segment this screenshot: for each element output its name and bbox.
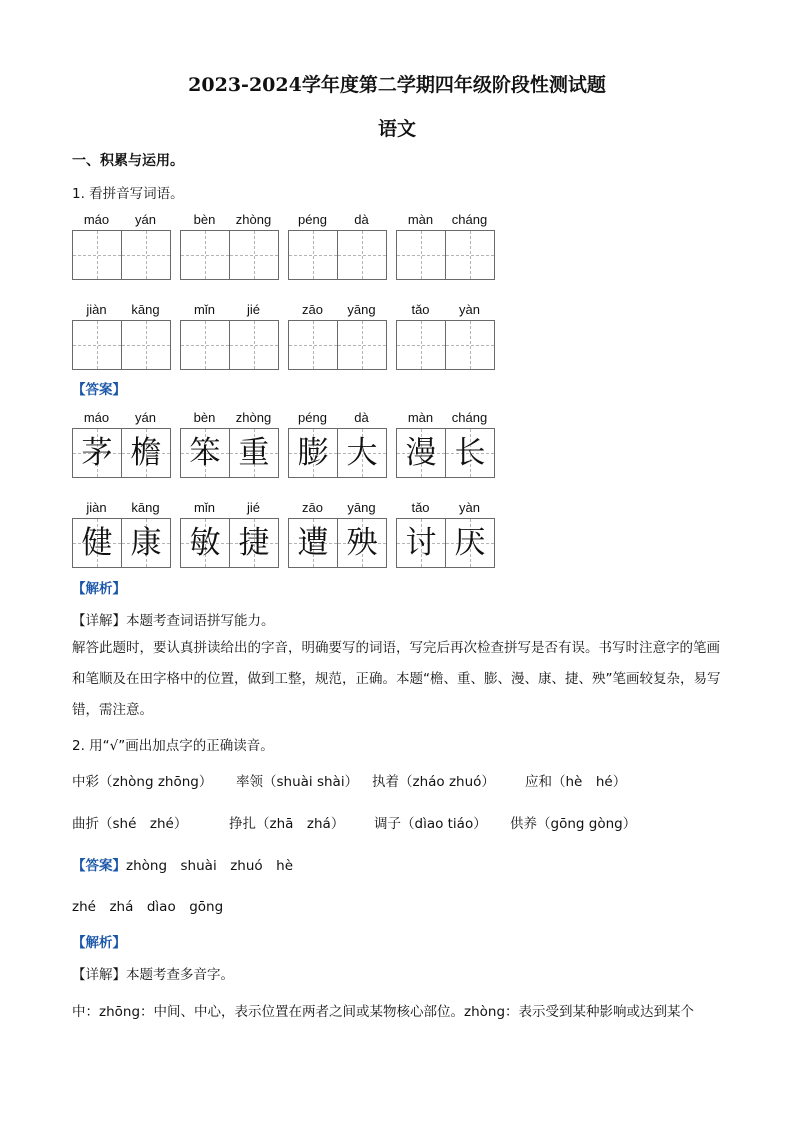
pinyin-label: cháng bbox=[451, 410, 488, 425]
answer-character: 捷 bbox=[238, 525, 270, 561]
tianzige-cell bbox=[229, 518, 279, 568]
pinyin-label: màn bbox=[407, 212, 434, 227]
subject-title: 语文 bbox=[377, 118, 416, 140]
pinyin-label: jié bbox=[246, 302, 260, 317]
answer-character: 大 bbox=[346, 435, 378, 471]
analysis-tag-2: 【解析】 bbox=[72, 935, 126, 951]
answer-character: 殃 bbox=[346, 525, 378, 561]
tianzige-cell bbox=[396, 428, 446, 478]
tianzige-cell[interactable] bbox=[396, 230, 446, 280]
answer-2 bbox=[72, 854, 293, 874]
tianzige-cell bbox=[337, 428, 387, 478]
answer-character: 漫 bbox=[405, 435, 437, 471]
option-1-4: 应和（hè hé） bbox=[525, 774, 627, 790]
answer-row-1 bbox=[72, 410, 502, 480]
tianzige-cell[interactable] bbox=[445, 320, 495, 370]
blank-row-1 bbox=[72, 212, 502, 282]
tianzige-cell[interactable] bbox=[229, 230, 279, 280]
tianzige-cell[interactable] bbox=[337, 230, 387, 280]
pinyin-label: jiàn bbox=[86, 500, 107, 515]
pinyin-label: dà bbox=[354, 410, 369, 425]
pinyin-label: dà bbox=[354, 212, 369, 227]
answer-character: 檐 bbox=[130, 435, 162, 471]
tianzige-cell bbox=[445, 518, 495, 568]
tianzige-cell[interactable] bbox=[396, 320, 446, 370]
pinyin-label: jiàn bbox=[86, 302, 107, 317]
pinyin-label: yāng bbox=[347, 302, 376, 317]
tianzige-cell bbox=[72, 518, 122, 568]
pinyin-label: mǐn bbox=[194, 302, 215, 317]
tianzige-cell bbox=[121, 428, 171, 478]
pinyin-label: kāng bbox=[131, 302, 160, 317]
question-1-prompt: 1. 看拼音写词语。 bbox=[72, 186, 184, 202]
answer-character: 厌 bbox=[454, 525, 486, 561]
tianzige-cell[interactable] bbox=[229, 320, 279, 370]
answer-character: 康 bbox=[130, 525, 162, 561]
tianzige-cell bbox=[396, 518, 446, 568]
answer-character: 敏 bbox=[189, 525, 221, 561]
tianzige-cell bbox=[180, 518, 230, 568]
answer-character: 遭 bbox=[297, 525, 329, 561]
option-1-3: 执着（zháo zhuó） bbox=[372, 774, 495, 790]
answer-character: 重 bbox=[238, 435, 270, 471]
tianzige-cell bbox=[72, 428, 122, 478]
option-2-1: 曲折（shé zhé） bbox=[72, 816, 188, 832]
answer-character: 笨 bbox=[189, 435, 221, 471]
answer-2-line-1: zhòng shuài zhuó hè bbox=[126, 858, 294, 874]
blank-row-2 bbox=[72, 302, 502, 372]
tianzige-cell bbox=[121, 518, 171, 568]
tianzige-cell bbox=[337, 518, 387, 568]
pinyin-label: zāo bbox=[302, 500, 323, 515]
answer-tag-2: 【答案】 bbox=[72, 858, 126, 874]
tianzige-cell bbox=[229, 428, 279, 478]
detail-1: 【详解】本题考查词语拼写能力。 bbox=[72, 613, 275, 629]
pinyin-label: péng bbox=[298, 410, 327, 425]
pinyin-label: máo bbox=[83, 212, 110, 227]
pinyin-label: máo bbox=[83, 410, 110, 425]
tianzige-cell bbox=[445, 428, 495, 478]
explanation-1: 解答此题时，要认真拼读给出的字音，明确要写的词语，写完后再次检查拼写是否有误。书写时注意字的笔画和笔顺及在田字格中的位置，做到工整，规范，正确。本题“檐、重、膨、漫、康、捷、殃”笔画较复杂，易写错，需注意。 bbox=[72, 640, 721, 718]
pinyin-label: yāng bbox=[347, 500, 376, 515]
pinyin-label: zhòng bbox=[235, 212, 272, 227]
pinyin-label: yàn bbox=[459, 500, 480, 515]
pinyin-label: péng bbox=[298, 212, 327, 227]
answer-character: 健 bbox=[81, 525, 113, 561]
exam-title: 2023-2024学年度第二学期四年级阶段性测试题 bbox=[188, 74, 606, 96]
pinyin-label: màn bbox=[407, 410, 434, 425]
pinyin-label: kāng bbox=[131, 500, 160, 515]
pinyin-label: bèn bbox=[193, 410, 216, 425]
tianzige-cell[interactable] bbox=[337, 320, 387, 370]
pinyin-label: yán bbox=[135, 410, 156, 425]
pinyin-label: yán bbox=[135, 212, 156, 227]
answer-character: 长 bbox=[454, 435, 486, 471]
pinyin-label: zāo bbox=[302, 302, 323, 317]
section-heading: 一、积累与运用。 bbox=[72, 153, 184, 169]
answer-character: 膨 bbox=[297, 435, 329, 471]
tianzige-cell[interactable] bbox=[121, 320, 171, 370]
tianzige-cell[interactable] bbox=[180, 230, 230, 280]
option-1-1: 中彩（zhòng zhōng） bbox=[72, 774, 213, 790]
pinyin-label: bèn bbox=[193, 212, 216, 227]
explanation-2: 中：zhōng：中间、中心，表示位置在两者之间或某物核心部位。zhòng：表示受到某种影响或达到某个 bbox=[72, 1004, 695, 1020]
analysis-tag-1: 【解析】 bbox=[72, 581, 126, 597]
question-2-prompt: 2. 用“√”画出加点字的正确读音。 bbox=[72, 738, 274, 754]
pinyin-label: cháng bbox=[451, 212, 488, 227]
tianzige-cell[interactable] bbox=[72, 230, 122, 280]
answer-character: 茅 bbox=[81, 435, 113, 471]
tianzige-cell[interactable] bbox=[445, 230, 495, 280]
option-1-2: 率领（shuài shài） bbox=[236, 774, 359, 790]
answer-row-2 bbox=[72, 500, 502, 570]
answer-2-line-2: zhé zhá dìao gōng bbox=[72, 899, 224, 915]
option-2-4: 供养（gōng gòng） bbox=[510, 816, 637, 832]
pinyin-label: zhòng bbox=[235, 410, 272, 425]
pinyin-label: jié bbox=[246, 500, 260, 515]
pinyin-label: yàn bbox=[459, 302, 480, 317]
tianzige-cell bbox=[288, 518, 338, 568]
pinyin-label: tǎo bbox=[411, 500, 430, 515]
pinyin-label: tǎo bbox=[411, 302, 430, 317]
tianzige-cell[interactable] bbox=[72, 320, 122, 370]
tianzige-cell[interactable] bbox=[288, 320, 338, 370]
tianzige-cell bbox=[288, 428, 338, 478]
option-2-2: 挣扎（zhā zhá） bbox=[229, 816, 345, 832]
tianzige-cell bbox=[180, 428, 230, 478]
detail-2: 【详解】本题考查多音字。 bbox=[72, 967, 234, 983]
option-2-3: 调子（dìao tiáo） bbox=[374, 816, 487, 832]
pinyin-label: mǐn bbox=[194, 500, 215, 515]
answer-character: 讨 bbox=[405, 525, 437, 561]
answer-tag-1: 【答案】 bbox=[72, 382, 126, 398]
tianzige-cell[interactable] bbox=[288, 230, 338, 280]
tianzige-cell[interactable] bbox=[180, 320, 230, 370]
tianzige-cell[interactable] bbox=[121, 230, 171, 280]
